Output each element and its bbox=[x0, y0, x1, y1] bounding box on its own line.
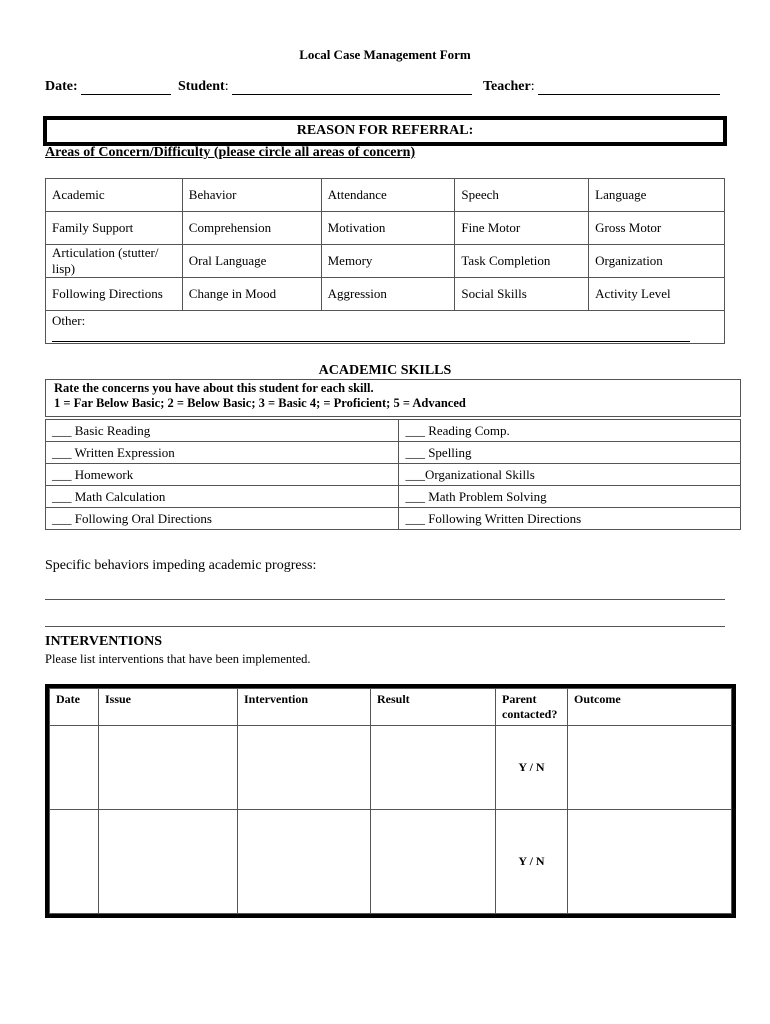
teacher-colon: : bbox=[530, 79, 535, 94]
form-title: Local Case Management Form bbox=[299, 47, 471, 62]
concern-option[interactable]: Language bbox=[589, 179, 725, 212]
concern-row bbox=[46, 179, 725, 212]
skill-rating-item[interactable]: ___ Following Oral Directions bbox=[46, 508, 399, 530]
areas-of-concern-label: Areas of Concern/Difficulty (please circle all areas of concern) bbox=[45, 145, 416, 160]
skill-rating-item[interactable]: ___ Written Expression bbox=[46, 442, 399, 464]
col-issue: Issue bbox=[99, 689, 238, 726]
issue-cell[interactable] bbox=[99, 726, 238, 810]
other-cell[interactable] bbox=[46, 311, 725, 344]
skill-row bbox=[46, 508, 741, 530]
issue-cell[interactable] bbox=[99, 810, 238, 914]
behaviors-label: Specific behaviors impeding academic progress: bbox=[45, 558, 317, 573]
result-cell[interactable] bbox=[371, 810, 496, 914]
date-field[interactable] bbox=[45, 79, 171, 95]
behaviors-line-1[interactable] bbox=[45, 599, 725, 600]
interventions-table bbox=[45, 684, 736, 918]
referral-heading: REASON FOR REFERRAL: bbox=[43, 116, 727, 146]
concern-option[interactable]: Motivation bbox=[321, 212, 455, 245]
concern-option[interactable]: Following Directions bbox=[46, 278, 183, 311]
other-row bbox=[46, 311, 725, 344]
skill-rating-item[interactable]: ___ Math Problem Solving bbox=[399, 486, 741, 508]
concern-option[interactable]: Academic bbox=[46, 179, 183, 212]
skill-rating-item[interactable]: ___ Basic Reading bbox=[46, 420, 399, 442]
interventions-header-row bbox=[50, 689, 732, 726]
intervention-row bbox=[50, 726, 732, 810]
col-result: Result bbox=[371, 689, 496, 726]
academic-skills-heading: ACADEMIC SKILLS bbox=[318, 363, 452, 378]
concern-row bbox=[46, 278, 725, 311]
concern-option[interactable]: Memory bbox=[321, 245, 455, 278]
intervention-cell[interactable] bbox=[238, 726, 371, 810]
behaviors-line-2[interactable] bbox=[45, 626, 725, 627]
concern-option[interactable]: Comprehension bbox=[182, 212, 321, 245]
concern-option[interactable]: Behavior bbox=[182, 179, 321, 212]
concern-option[interactable]: Task Completion bbox=[455, 245, 589, 278]
other-label: Other: bbox=[52, 312, 86, 328]
skills-table bbox=[45, 419, 741, 530]
student-label: Student bbox=[178, 79, 225, 94]
intervention-row bbox=[50, 810, 732, 914]
rating-scale: 1 = Far Below Basic; 2 = Below Basic; 3 = Basic 4; = Proficient; 5 = Advanced bbox=[54, 396, 466, 410]
concern-option[interactable]: Family Support bbox=[46, 212, 183, 245]
concern-option[interactable]: Articulation (stutter/ lisp) bbox=[46, 245, 183, 278]
skill-row bbox=[46, 464, 741, 486]
teacher-field[interactable] bbox=[483, 79, 720, 95]
col-parent-contacted: Parent contacted? bbox=[496, 689, 568, 726]
concern-row bbox=[46, 212, 725, 245]
outcome-cell[interactable] bbox=[568, 726, 732, 810]
concern-option[interactable]: Activity Level bbox=[589, 278, 725, 311]
concern-option[interactable]: Speech bbox=[455, 179, 589, 212]
skill-row bbox=[46, 420, 741, 442]
col-outcome: Outcome bbox=[568, 689, 732, 726]
outcome-cell[interactable] bbox=[568, 810, 732, 914]
concern-row bbox=[46, 245, 725, 278]
interventions-heading: INTERVENTIONS bbox=[45, 634, 162, 649]
date-cell[interactable] bbox=[50, 810, 99, 914]
teacher-label: Teacher bbox=[483, 79, 531, 94]
date-blank[interactable] bbox=[81, 80, 171, 95]
skill-rating-item[interactable]: ___ Reading Comp. bbox=[399, 420, 741, 442]
interventions-subheading: Please list interventions that have been implemented. bbox=[45, 652, 311, 666]
skill-rating-item[interactable]: ___ Homework bbox=[46, 464, 399, 486]
rating-instruction-text: Rate the concerns you have about this student for each skill. bbox=[54, 381, 374, 395]
skill-rating-item[interactable]: ___Organizational Skills bbox=[399, 464, 741, 486]
concern-option[interactable]: Organization bbox=[589, 245, 725, 278]
rating-instructions bbox=[45, 379, 741, 417]
student-blank[interactable] bbox=[232, 80, 472, 95]
parent-contacted-cell[interactable]: Y / N bbox=[496, 810, 568, 914]
concern-option[interactable]: Attendance bbox=[321, 179, 455, 212]
skill-rating-item[interactable]: ___ Spelling bbox=[399, 442, 741, 464]
intervention-cell[interactable] bbox=[238, 810, 371, 914]
parent-contacted-cell[interactable]: Y / N bbox=[496, 726, 568, 810]
col-intervention: Intervention bbox=[238, 689, 371, 726]
skill-row bbox=[46, 442, 741, 464]
teacher-blank[interactable] bbox=[538, 80, 720, 95]
concern-option[interactable]: Social Skills bbox=[455, 278, 589, 311]
concern-option[interactable]: Change in Mood bbox=[182, 278, 321, 311]
skill-rating-item[interactable]: ___ Following Written Directions bbox=[399, 508, 741, 530]
student-colon: : bbox=[224, 79, 229, 94]
col-date: Date bbox=[50, 689, 99, 726]
other-blank[interactable] bbox=[52, 329, 690, 342]
concern-option[interactable]: Oral Language bbox=[182, 245, 321, 278]
skill-rating-item[interactable]: ___ Math Calculation bbox=[46, 486, 399, 508]
concern-option[interactable]: Gross Motor bbox=[589, 212, 725, 245]
result-cell[interactable] bbox=[371, 726, 496, 810]
concern-option[interactable]: Fine Motor bbox=[455, 212, 589, 245]
skill-row bbox=[46, 486, 741, 508]
concern-option[interactable]: Aggression bbox=[321, 278, 455, 311]
student-field[interactable] bbox=[178, 79, 472, 95]
date-label: Date: bbox=[45, 79, 78, 94]
concern-table bbox=[45, 178, 725, 344]
date-cell[interactable] bbox=[50, 726, 99, 810]
